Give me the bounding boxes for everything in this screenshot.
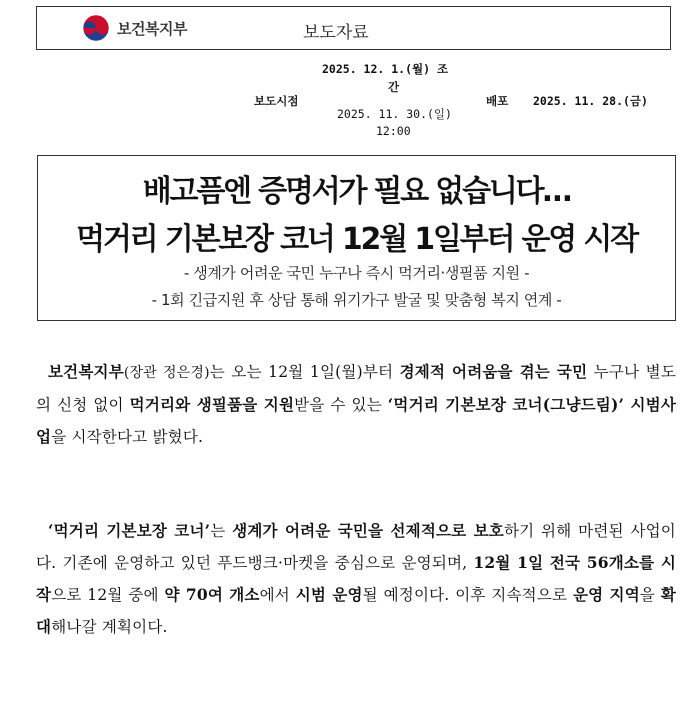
body-paragraph-1 — [36, 356, 676, 453]
headline-line-1: 배고픔엔 증명서가 필요 없습니다… — [142, 174, 571, 209]
embargo-date-alt: 2025. 11. 30.(일) — [337, 107, 452, 121]
p1-text-3: 받을 수 있는 — [294, 396, 388, 414]
p1-program: ‘먹거리 기본보장 코너(그냥드림)’ 시범사업 — [36, 395, 676, 446]
taegeuk-emblem-icon — [81, 13, 111, 43]
p2-corner: ‘먹거리 기본보장 코너’ — [48, 521, 211, 540]
headline-line-2: 먹거리 기본보장 코너 12월 1일부터 운영 시작 — [76, 222, 637, 257]
embargo-date-wrap: 간 — [388, 80, 400, 94]
p2-text-2: 하기 위해 마련된 사업이다. 기존에 운영하고 있던 푸드뱅크·마켓을 중심으로 운영되며, — [36, 522, 676, 572]
subheadline-2: - 1회 긴급지원 후 상담 통해 위기가구 발굴 및 맞춤형 복지 연계 - — [151, 291, 562, 309]
p2-text-5: 될 예정이다. 이후 지속적으로 — [362, 586, 573, 604]
p2-expand: 확대 — [36, 585, 676, 636]
p2-text-4: 에서 — [259, 586, 296, 604]
p2-text-3: 으로 12월 중에 — [51, 586, 165, 604]
p2-launch: 12월 1일 전국 56개소를 시작 — [36, 553, 676, 604]
p2-region: 운영 지역 — [572, 585, 640, 604]
p2-count: 약 70여 개소 — [164, 585, 260, 604]
ministry-logo — [81, 13, 187, 43]
p1-support: 먹거리와 생필품을 지원 — [129, 395, 295, 414]
p1-ministry: 보건복지부 — [48, 362, 124, 381]
embargo-time: 12:00 — [376, 124, 411, 138]
p1-text-1: 는 오는 12월 1일(월)부터 — [209, 363, 400, 381]
p2-text-1: 는 — [210, 522, 233, 540]
distribution-date: 2025. 11. 28.(금) — [533, 94, 648, 108]
headline-box — [37, 155, 676, 321]
p1-text-2: 누구나 별도의 신청 없이 — [36, 363, 676, 414]
press-release-header — [36, 6, 671, 50]
document-type: 보도자료 — [303, 23, 369, 43]
p1-text-4: 을 시작한다고 밝혔다. — [51, 428, 204, 446]
p2-pilot: 시범 운영 — [295, 585, 363, 604]
subheadline-1: - 생계가 어려운 국민 누구나 즉시 먹거리·생필품 지원 - — [183, 264, 530, 282]
p2-purpose: 생계가 어려운 국민을 선제적으로 보호 — [232, 521, 504, 540]
p1-minister: (장관 정은경) — [123, 365, 210, 381]
embargo-label: 보도시점 — [254, 94, 299, 108]
p2-text-6: 을 — [639, 586, 661, 604]
embargo-date: 2025. 12. 1.(월) 조 — [322, 62, 449, 76]
distribution-label: 배포 — [486, 94, 509, 108]
p1-target: 경제적 어려움을 겪는 국민 — [399, 362, 588, 381]
org-name: 보건복지부 — [117, 19, 187, 38]
body-paragraph-2 — [36, 515, 676, 643]
p2-text-7: 해나갈 계획이다. — [51, 618, 168, 636]
